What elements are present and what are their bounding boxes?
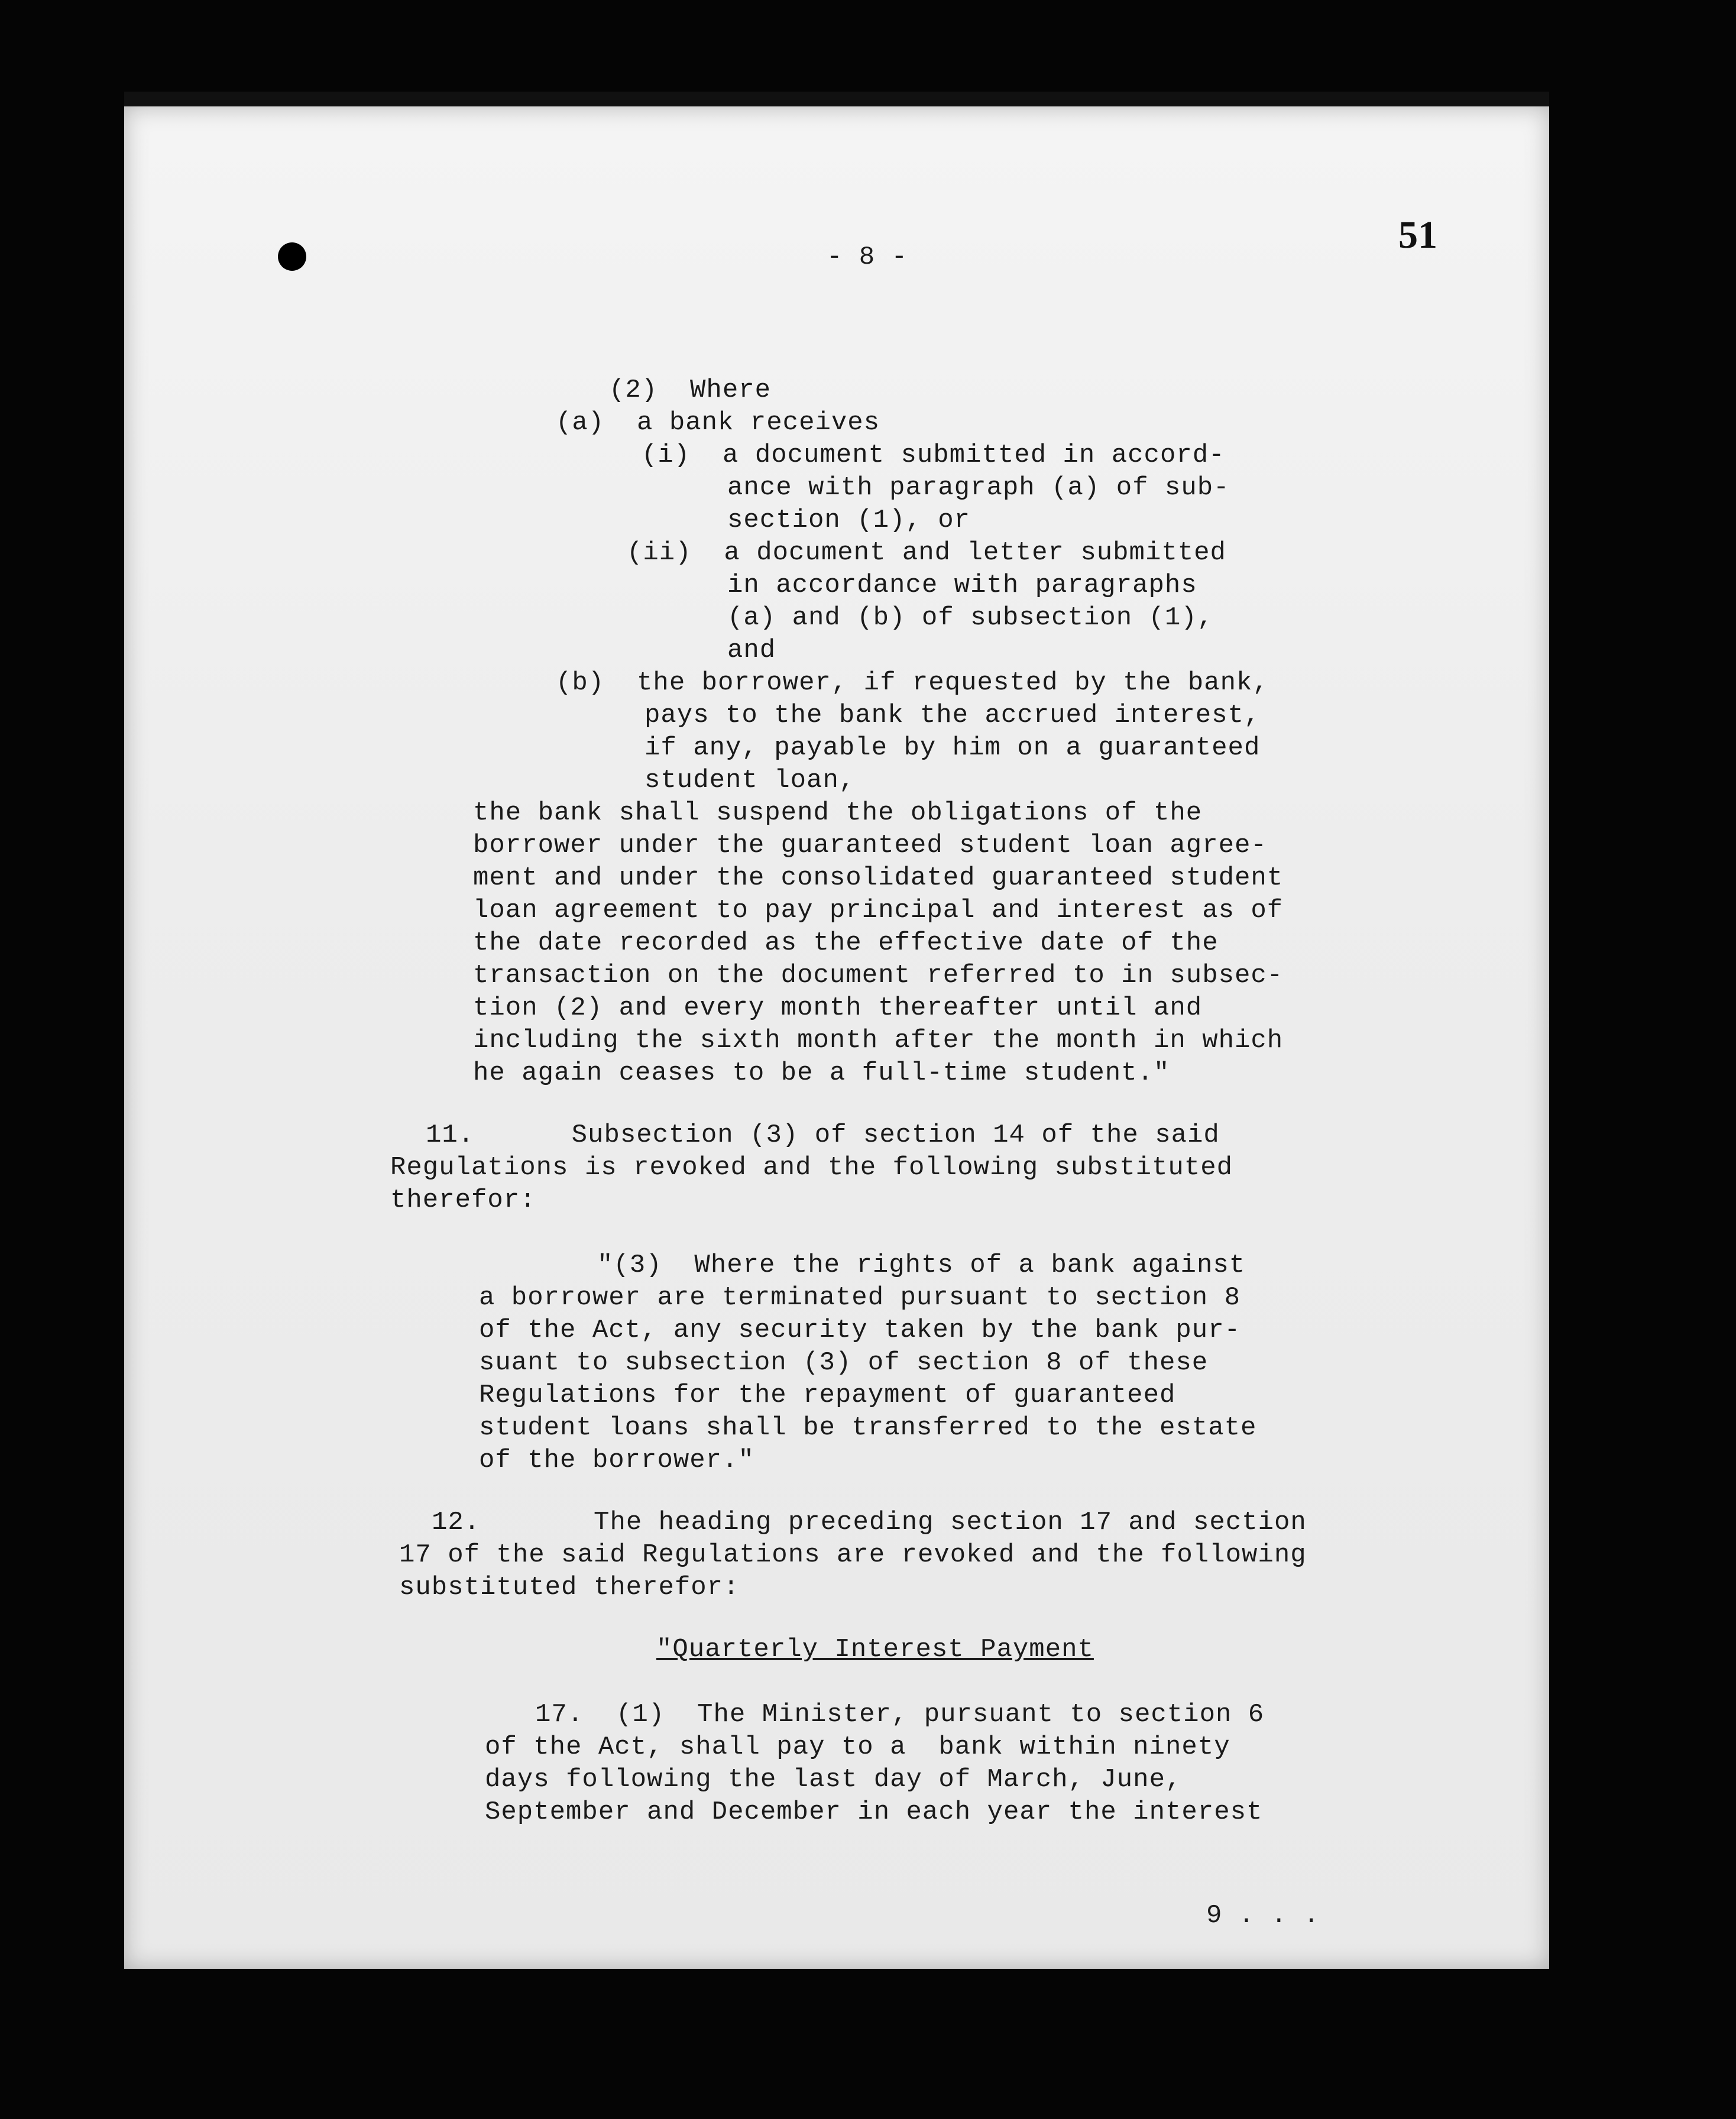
- text-line: a borrower are terminated pursuant to section 8: [479, 1283, 1241, 1313]
- text-line: if any, payable by him on a guaranteed: [644, 733, 1261, 763]
- text-line: (a) and (b) of subsection (1),: [727, 603, 1214, 633]
- text-line: 17. (1) The Minister, pursuant to section 6: [535, 1700, 1265, 1729]
- text-line: and: [727, 636, 776, 665]
- text-line: suant to subsection (3) of section 8 of these: [479, 1348, 1209, 1378]
- text-line: of the Act, any security taken by the bank pur-: [479, 1316, 1241, 1345]
- text-line: 11. Subsection (3) of section 14 of the said: [426, 1120, 1220, 1150]
- text-line: tion (2) and every month thereafter until and: [473, 993, 1203, 1023]
- page-stamp-number: 51: [1398, 213, 1437, 257]
- text-line: ment and under the consolidated guaranteed student: [473, 863, 1284, 893]
- text-line: 12. The heading preceding section 17 and section: [432, 1508, 1307, 1537]
- text-line: substituted therefor:: [399, 1573, 740, 1602]
- text-line: (ii) a document and letter submitted: [627, 538, 1226, 568]
- text-line: (a) a bank receives: [556, 408, 880, 438]
- text-line: the date recorded as the effective date of the: [473, 928, 1219, 958]
- text-line: student loans shall be transferred to the estate: [479, 1413, 1257, 1443]
- text-line: (i) a document submitted in accord-: [642, 440, 1225, 470]
- text-line: Regulations for the repayment of guaranteed: [479, 1381, 1176, 1410]
- text-line: transaction on the document referred to in subsec-: [473, 961, 1284, 990]
- continuation-marker: 9 . . .: [1206, 1901, 1320, 1930]
- text-line: he again ceases to be a full-time student.": [473, 1058, 1170, 1088]
- text-line: therefor:: [390, 1185, 536, 1215]
- text-line: of the borrower.": [479, 1446, 754, 1475]
- punch-hole: [278, 242, 306, 271]
- text-line: "(3) Where the rights of a bank against: [597, 1250, 1246, 1280]
- text-line: Regulations is revoked and the following substituted: [390, 1153, 1233, 1182]
- text-line: including the sixth month after the month in which: [473, 1026, 1284, 1055]
- text-line: days following the last day of March, June,: [485, 1765, 1182, 1794]
- text-line: 17 of the said Regulations are revoked and the following: [399, 1540, 1307, 1570]
- text-line: student loan,: [644, 766, 856, 795]
- text-line: the bank shall suspend the obligations of the: [473, 798, 1203, 828]
- text-line: in accordance with paragraphs: [727, 571, 1197, 600]
- text-line: of the Act, shall pay to a bank within ninety: [485, 1732, 1230, 1762]
- text-line: (b) the borrower, if requested by the bank,: [556, 668, 1269, 698]
- section-heading: "Quarterly Interest Payment: [656, 1635, 1094, 1664]
- text-line: borrower under the guaranteed student loan agree-: [473, 831, 1267, 860]
- text-line: pays to the bank the accrued interest,: [644, 701, 1261, 730]
- text-line: loan agreement to pay principal and interest as of: [473, 896, 1284, 925]
- page-marker: - 8 -: [827, 242, 908, 272]
- text-line: section (1), or: [727, 506, 971, 535]
- text-line: (2) Where: [609, 375, 772, 405]
- text-line: ance with paragraph (a) of sub-: [727, 473, 1230, 503]
- text-line: September and December in each year the interest: [485, 1797, 1263, 1827]
